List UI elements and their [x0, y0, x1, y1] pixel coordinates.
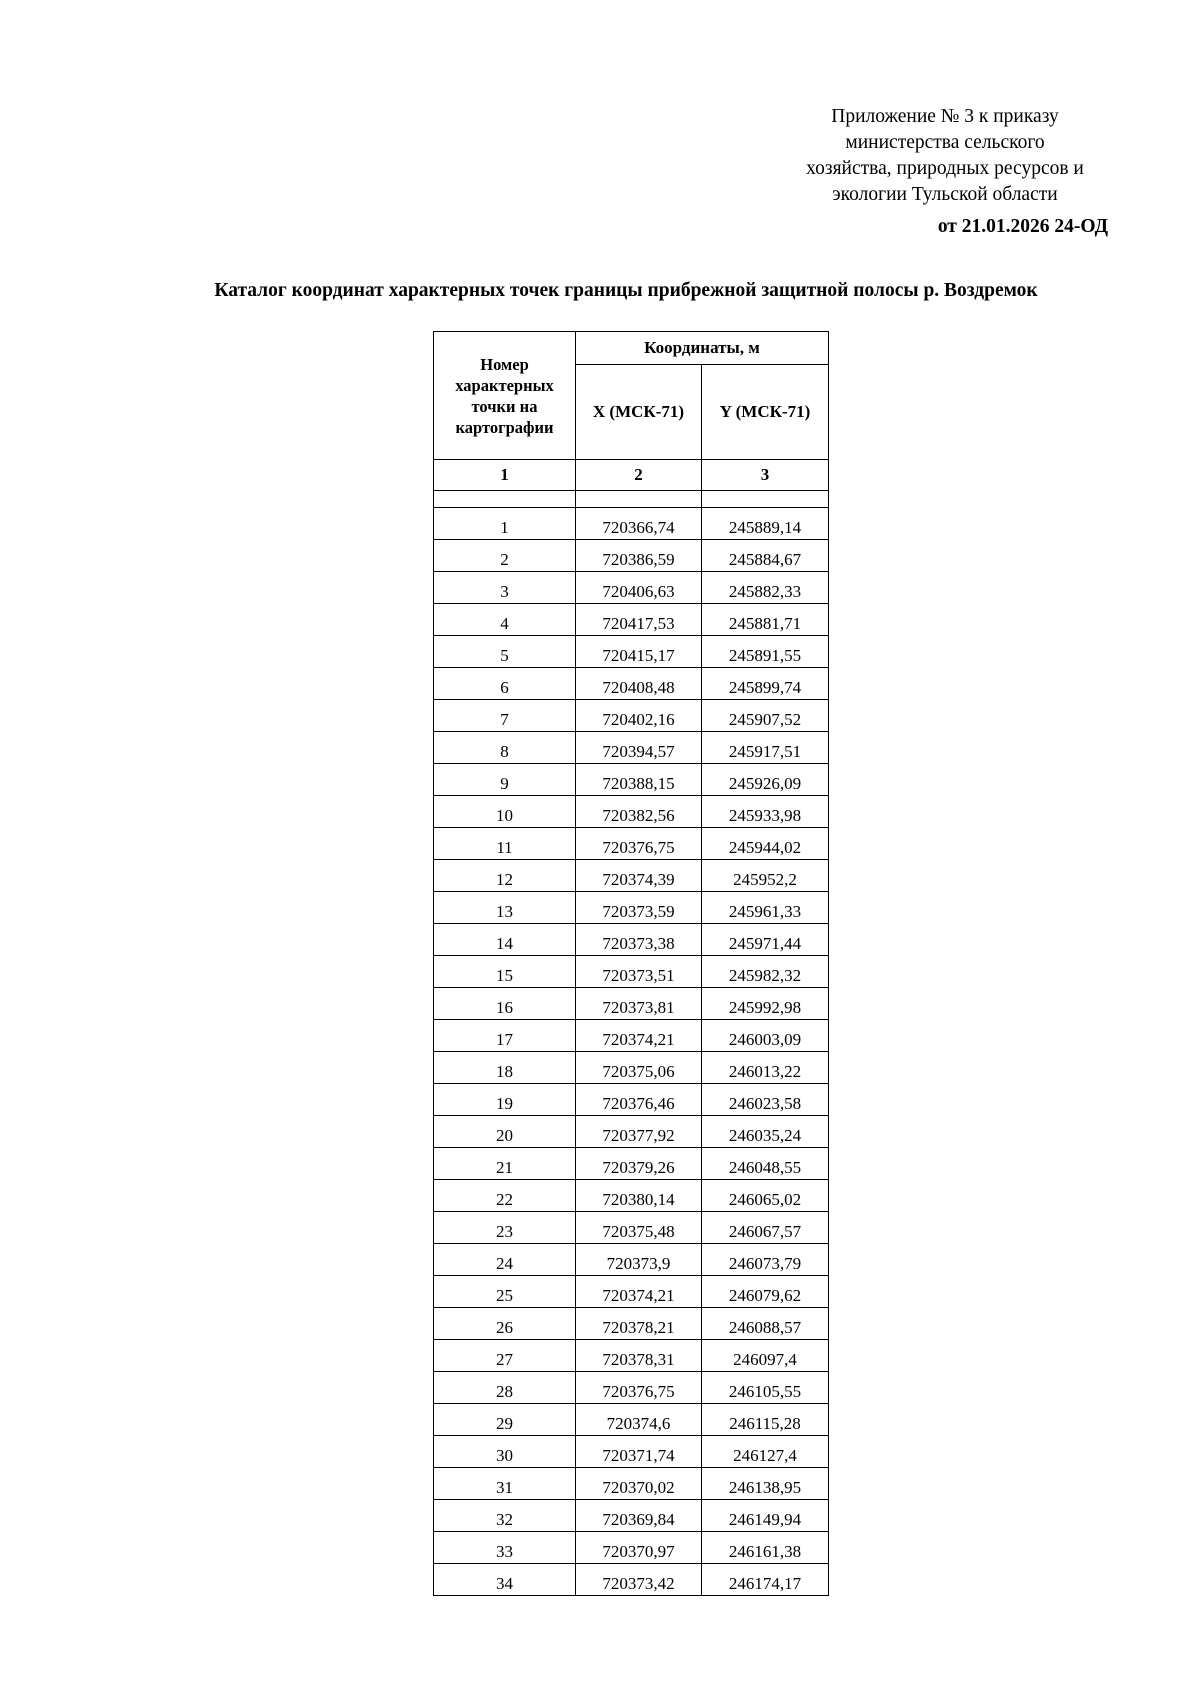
- point-number-cell: 18: [434, 1052, 576, 1084]
- table-row: [434, 988, 829, 1020]
- table-row: [434, 508, 829, 540]
- point-number-cell: 19: [434, 1084, 576, 1116]
- x-coordinate-cell: 720371,74: [576, 1436, 702, 1468]
- table-row: [434, 1084, 829, 1116]
- coordinates-rows: [434, 508, 829, 1596]
- column-number: 3: [702, 460, 829, 491]
- point-number-cell: 22: [434, 1180, 576, 1212]
- x-coordinate-cell: 720376,75: [576, 1372, 702, 1404]
- table-row: [434, 892, 829, 924]
- table-row: [434, 1404, 829, 1436]
- point-number-cell: 12: [434, 860, 576, 892]
- document-title: Каталог координат характерных точек границы прибрежной защитной полосы р. Воздремок: [214, 280, 1038, 301]
- point-number-cell: 13: [434, 892, 576, 924]
- point-number-cell: 3: [434, 572, 576, 604]
- table-row: [434, 1180, 829, 1212]
- appendix-line: министерства сельского: [845, 132, 1045, 153]
- y-coordinate-cell: 245889,14: [702, 508, 829, 540]
- x-coordinate-cell: 720370,97: [576, 1532, 702, 1564]
- x-coordinate-cell: 720382,56: [576, 796, 702, 828]
- point-number-header-line: картографии: [455, 417, 554, 437]
- x-coordinate-cell: 720386,59: [576, 540, 702, 572]
- point-number-cell: 34: [434, 1564, 576, 1596]
- y-coordinate-cell: 246088,57: [702, 1308, 829, 1340]
- x-coordinate-cell: 720415,17: [576, 636, 702, 668]
- point-number-cell: 2: [434, 540, 576, 572]
- table-row: [434, 732, 829, 764]
- point-number-cell: 30: [434, 1436, 576, 1468]
- point-number-cell: 29: [434, 1404, 576, 1436]
- table-row: [434, 764, 829, 796]
- point-number-cell: 27: [434, 1340, 576, 1372]
- y-column-header: Y (МСК-71): [702, 365, 829, 460]
- point-number-cell: 5: [434, 636, 576, 668]
- y-coordinate-cell: 246149,94: [702, 1500, 829, 1532]
- y-coordinate-cell: 245899,74: [702, 668, 829, 700]
- y-coordinate-cell: 245881,71: [702, 604, 829, 636]
- x-coordinate-cell: 720374,21: [576, 1020, 702, 1052]
- y-coordinate-cell: 245992,98: [702, 988, 829, 1020]
- x-coordinate-cell: 720375,06: [576, 1052, 702, 1084]
- table-row: [434, 828, 829, 860]
- point-number-cell: 28: [434, 1372, 576, 1404]
- x-coordinate-cell: 720375,48: [576, 1212, 702, 1244]
- point-number-cell: 32: [434, 1500, 576, 1532]
- coordinates-table: [433, 331, 829, 1596]
- table-row: [434, 604, 829, 636]
- x-coordinate-cell: 720379,26: [576, 1148, 702, 1180]
- point-number-cell: 9: [434, 764, 576, 796]
- coordinates-group-header: Координаты, м: [576, 332, 829, 365]
- point-number-header-line: характерных: [455, 375, 554, 395]
- table-row: [434, 924, 829, 956]
- table-row: [434, 860, 829, 892]
- x-coordinate-cell: 720408,48: [576, 668, 702, 700]
- table-row: [434, 1500, 829, 1532]
- table-row: [434, 956, 829, 988]
- y-coordinate-cell: 246035,24: [702, 1116, 829, 1148]
- y-coordinate-cell: 245926,09: [702, 764, 829, 796]
- x-coordinate-cell: 720366,74: [576, 508, 702, 540]
- table-row: [434, 1212, 829, 1244]
- table-row: [434, 1148, 829, 1180]
- point-number-cell: 6: [434, 668, 576, 700]
- point-number-cell: 26: [434, 1308, 576, 1340]
- x-coordinate-cell: 720394,57: [576, 732, 702, 764]
- x-coordinate-cell: 720373,9: [576, 1244, 702, 1276]
- point-number-cell: 16: [434, 988, 576, 1020]
- point-number-cell: 23: [434, 1212, 576, 1244]
- appendix-line: Приложение № 3 к приказу: [831, 106, 1059, 127]
- y-coordinate-cell: 246073,79: [702, 1244, 829, 1276]
- table-row: [434, 700, 829, 732]
- table-row: [434, 1116, 829, 1148]
- y-coordinate-cell: 246105,55: [702, 1372, 829, 1404]
- point-number-header: [434, 332, 576, 460]
- x-coordinate-cell: 720374,39: [576, 860, 702, 892]
- point-number-cell: 31: [434, 1468, 576, 1500]
- point-number-cell: 10: [434, 796, 576, 828]
- y-coordinate-cell: 245882,33: [702, 572, 829, 604]
- point-number-header-line: точки на: [471, 396, 538, 416]
- y-coordinate-cell: 246097,4: [702, 1340, 829, 1372]
- point-number-cell: 8: [434, 732, 576, 764]
- table-row: [434, 1308, 829, 1340]
- y-coordinate-cell: 245944,02: [702, 828, 829, 860]
- point-number-cell: 20: [434, 1116, 576, 1148]
- spacer-cell: [702, 491, 829, 508]
- y-coordinate-cell: 245907,52: [702, 700, 829, 732]
- appendix-line: экологии Тульской области: [832, 184, 1058, 205]
- y-coordinate-cell: 246048,55: [702, 1148, 829, 1180]
- point-number-cell: 24: [434, 1244, 576, 1276]
- appendix-line: хозяйства, природных ресурсов и: [806, 158, 1084, 179]
- point-number-cell: 4: [434, 604, 576, 636]
- y-coordinate-cell: 245982,32: [702, 956, 829, 988]
- table-row: [434, 540, 829, 572]
- point-number-cell: 7: [434, 700, 576, 732]
- y-coordinate-cell: 245933,98: [702, 796, 829, 828]
- column-number: 2: [576, 460, 702, 491]
- y-coordinate-cell: 246079,62: [702, 1276, 829, 1308]
- order-reference: от 21.01.2026 24-ОД: [937, 216, 1108, 237]
- x-coordinate-cell: 720373,42: [576, 1564, 702, 1596]
- point-number-cell: 14: [434, 924, 576, 956]
- point-number-cell: 15: [434, 956, 576, 988]
- point-number-cell: 17: [434, 1020, 576, 1052]
- x-coordinate-cell: 720377,92: [576, 1116, 702, 1148]
- table-row: [434, 1020, 829, 1052]
- point-number-cell: 25: [434, 1276, 576, 1308]
- x-coordinate-cell: 720380,14: [576, 1180, 702, 1212]
- y-coordinate-cell: 246003,09: [702, 1020, 829, 1052]
- table-row: [434, 1340, 829, 1372]
- x-coordinate-cell: 720376,46: [576, 1084, 702, 1116]
- x-coordinate-cell: 720406,63: [576, 572, 702, 604]
- y-coordinate-cell: 246023,58: [702, 1084, 829, 1116]
- x-coordinate-cell: 720388,15: [576, 764, 702, 796]
- table-row: [434, 636, 829, 668]
- x-coordinate-cell: 720374,21: [576, 1276, 702, 1308]
- y-coordinate-cell: 246115,28: [702, 1404, 829, 1436]
- table-row: [434, 668, 829, 700]
- table-row: [434, 1436, 829, 1468]
- y-coordinate-cell: 246067,57: [702, 1212, 829, 1244]
- y-coordinate-cell: 246065,02: [702, 1180, 829, 1212]
- table-row: [434, 572, 829, 604]
- y-coordinate-cell: 245891,55: [702, 636, 829, 668]
- x-coordinate-cell: 720378,31: [576, 1340, 702, 1372]
- table-row: [434, 1372, 829, 1404]
- x-column-header: X (МСК-71): [576, 365, 702, 460]
- y-coordinate-cell: 246161,38: [702, 1532, 829, 1564]
- y-coordinate-cell: 246127,4: [702, 1436, 829, 1468]
- column-number: 1: [434, 460, 576, 491]
- table-row: [434, 796, 829, 828]
- table-row: [434, 1532, 829, 1564]
- appendix-caption: [780, 104, 1110, 208]
- x-coordinate-cell: 720370,02: [576, 1468, 702, 1500]
- y-coordinate-cell: 246013,22: [702, 1052, 829, 1084]
- x-coordinate-cell: 720373,59: [576, 892, 702, 924]
- table-row: [434, 1564, 829, 1596]
- point-number-cell: 11: [434, 828, 576, 860]
- x-coordinate-cell: 720402,16: [576, 700, 702, 732]
- x-coordinate-cell: 720374,6: [576, 1404, 702, 1436]
- table-row: [434, 1244, 829, 1276]
- point-number-cell: 21: [434, 1148, 576, 1180]
- x-coordinate-cell: 720373,38: [576, 924, 702, 956]
- point-number-cell: 1: [434, 508, 576, 540]
- x-coordinate-cell: 720378,21: [576, 1308, 702, 1340]
- table-row: [434, 1276, 829, 1308]
- y-coordinate-cell: 245917,51: [702, 732, 829, 764]
- y-coordinate-cell: 245952,2: [702, 860, 829, 892]
- spacer-cell: [576, 491, 702, 508]
- y-coordinate-cell: 245971,44: [702, 924, 829, 956]
- table-row: [434, 1052, 829, 1084]
- x-coordinate-cell: 720373,81: [576, 988, 702, 1020]
- y-coordinate-cell: 246174,17: [702, 1564, 829, 1596]
- point-number-cell: 33: [434, 1532, 576, 1564]
- x-coordinate-cell: 720369,84: [576, 1500, 702, 1532]
- x-coordinate-cell: 720417,53: [576, 604, 702, 636]
- table-row: [434, 1468, 829, 1500]
- y-coordinate-cell: 246138,95: [702, 1468, 829, 1500]
- point-number-header-line: Номер: [480, 354, 529, 374]
- x-coordinate-cell: 720373,51: [576, 956, 702, 988]
- spacer-cell: [434, 491, 576, 508]
- y-coordinate-cell: 245961,33: [702, 892, 829, 924]
- x-coordinate-cell: 720376,75: [576, 828, 702, 860]
- y-coordinate-cell: 245884,67: [702, 540, 829, 572]
